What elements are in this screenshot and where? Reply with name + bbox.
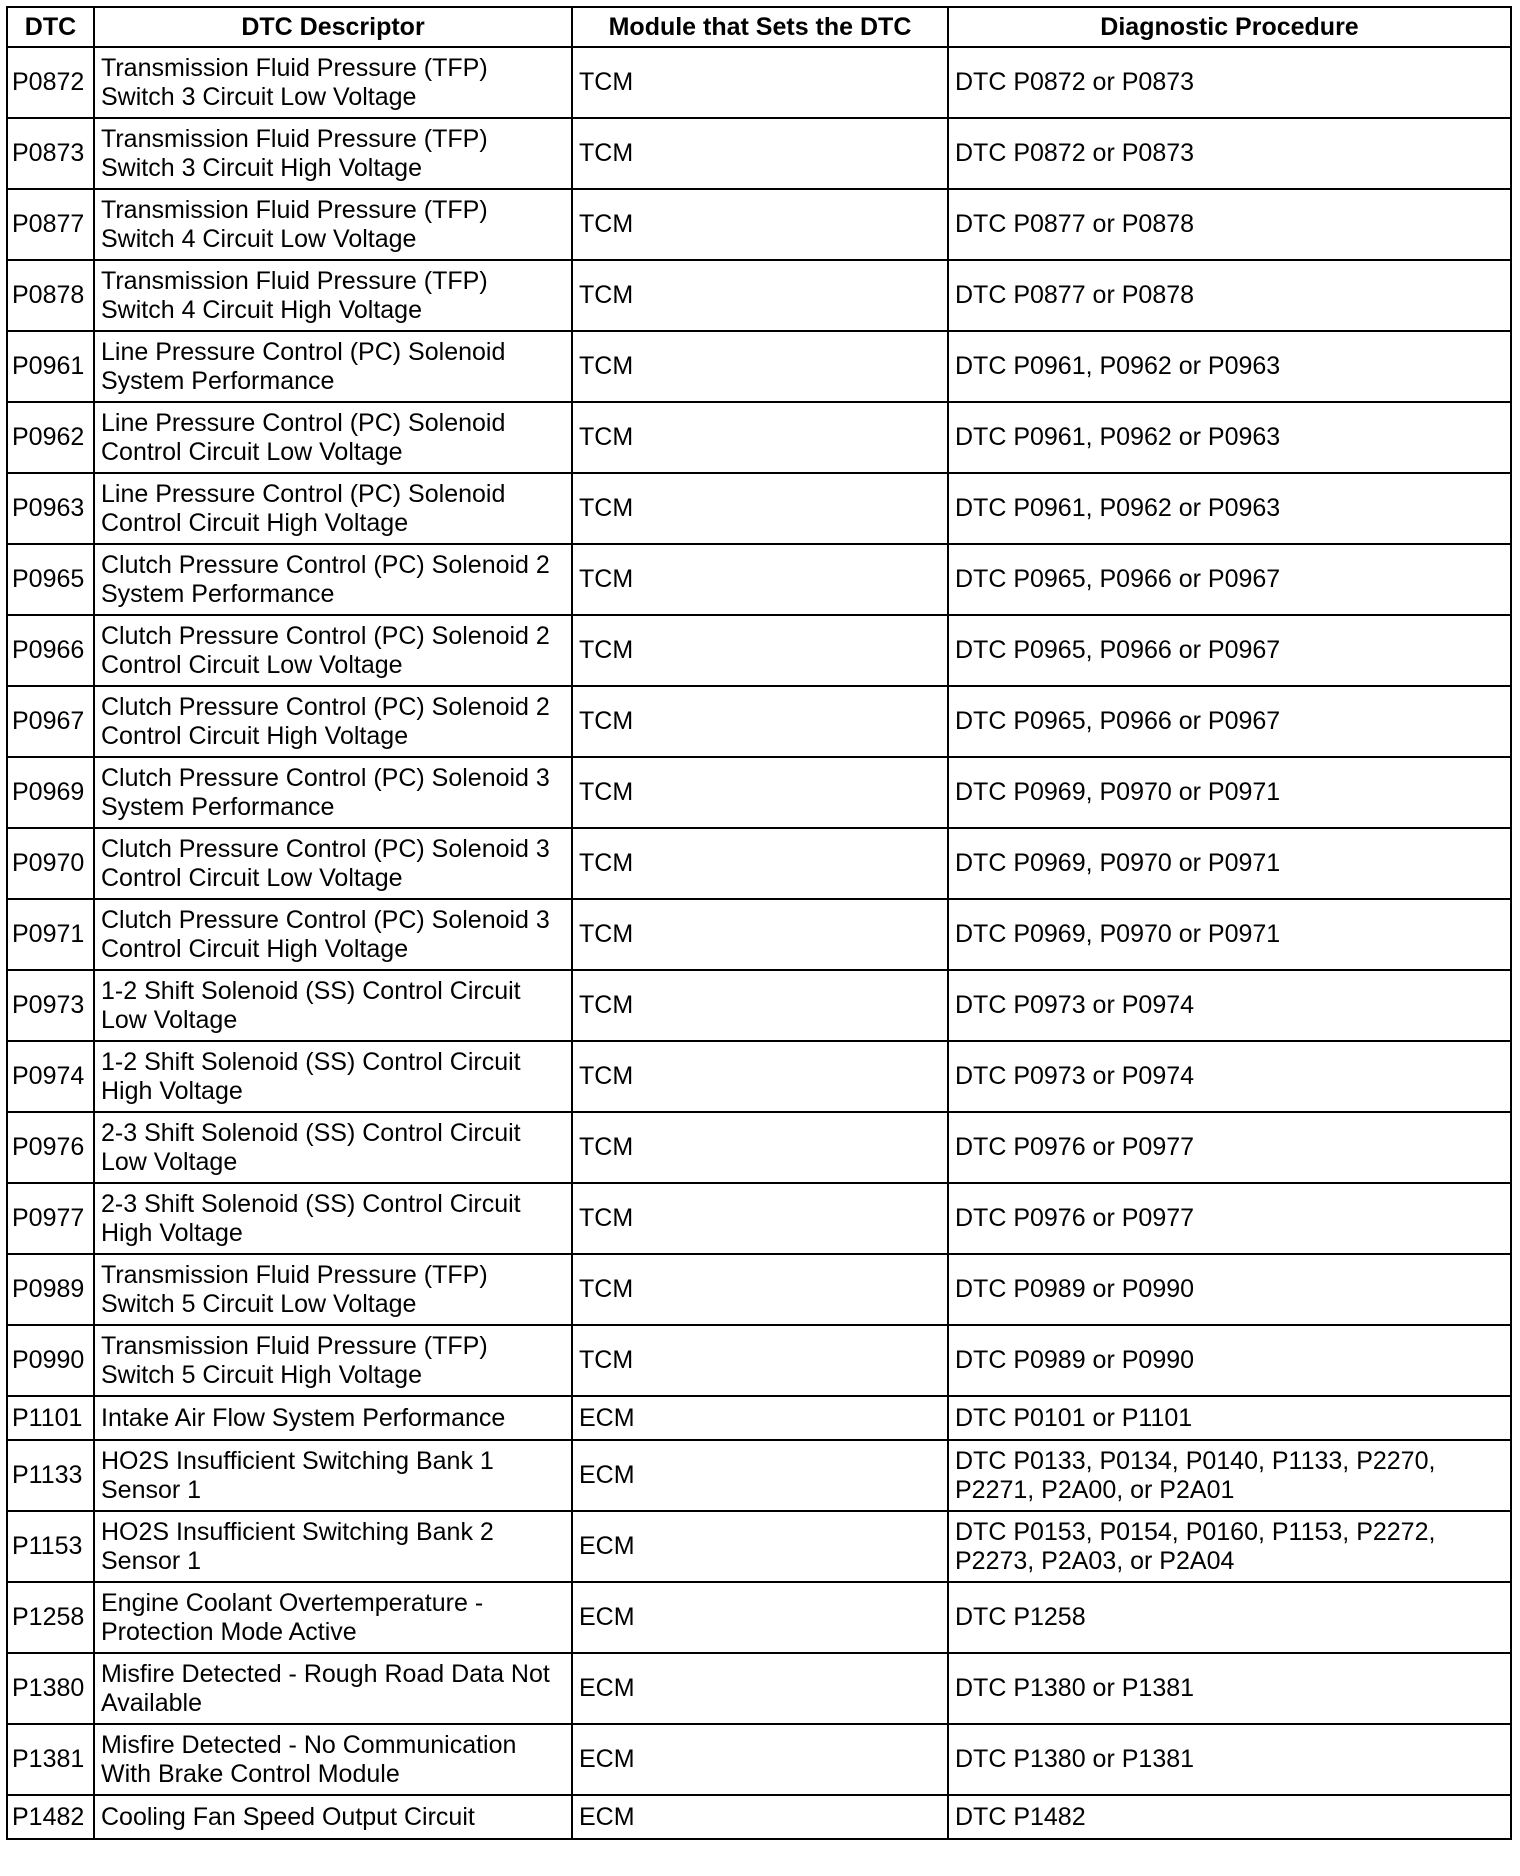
procedure-line: DTC P0101 or P1101 <box>955 1403 1193 1432</box>
dtc-code-cell: P0878 <box>7 260 94 331</box>
header-diagnostic-procedure: Diagnostic Procedure <box>948 7 1511 47</box>
descriptor-line: System Performance <box>101 366 335 395</box>
procedure-line: DTC P0965, P0966 or P0967 <box>955 707 1281 735</box>
diagnostic-procedure-cell <box>948 1582 1511 1653</box>
module-cell: TCM <box>572 1325 948 1396</box>
table-row <box>7 757 1511 828</box>
descriptor-line: Transmission Fluid Pressure (TFP) <box>101 53 488 82</box>
dtc-code-cell: P0970 <box>7 828 94 899</box>
dtc-code-cell: P0966 <box>7 615 94 686</box>
module-cell: TCM <box>572 899 948 970</box>
dtc-code-cell: P1380 <box>7 1653 94 1724</box>
table-row <box>7 828 1511 899</box>
table-row <box>7 899 1511 970</box>
descriptor-line: High Voltage <box>101 1218 243 1247</box>
table-row <box>7 686 1511 757</box>
dtc-code-cell: P1153 <box>7 1511 94 1582</box>
diagnostic-procedure-cell <box>948 47 1511 118</box>
dtc-code-cell: P0967 <box>7 686 94 757</box>
procedure-line: DTC P1258 <box>955 1603 1086 1631</box>
module-cell: TCM <box>572 1112 948 1183</box>
procedure-line: DTC P0965, P0966 or P0967 <box>955 565 1281 593</box>
table-row <box>7 331 1511 402</box>
descriptor-line: Switch 5 Circuit High Voltage <box>101 1360 422 1389</box>
descriptor-line: Sensor 1 <box>101 1475 202 1504</box>
table-row <box>7 260 1511 331</box>
dtc-descriptor-cell <box>94 899 572 970</box>
descriptor-line: Sensor 1 <box>101 1546 202 1575</box>
dtc-code-cell: P0963 <box>7 473 94 544</box>
descriptor-line: Cooling Fan Speed Output Circuit <box>101 1802 475 1831</box>
table-row <box>7 47 1511 118</box>
diagnostic-procedure-cell <box>948 118 1511 189</box>
diagnostic-procedure-cell <box>948 473 1511 544</box>
module-cell: TCM <box>572 1183 948 1254</box>
descriptor-line: HO2S Insufficient Switching Bank 1 <box>101 1446 494 1475</box>
procedure-line: DTC P1380 or P1381 <box>955 1745 1195 1773</box>
descriptor-line: Transmission Fluid Pressure (TFP) <box>101 1260 488 1289</box>
table-body <box>7 47 1511 1839</box>
procedure-line: DTC P0877 or P0878 <box>955 210 1195 238</box>
diagnostic-procedure-cell <box>948 1724 1511 1795</box>
diagnostic-procedure-cell <box>948 1041 1511 1112</box>
header-dtc-descriptor: DTC Descriptor <box>94 7 572 47</box>
dtc-code-cell: P0969 <box>7 757 94 828</box>
dtc-descriptor-cell <box>94 402 572 473</box>
table-row <box>7 1183 1511 1254</box>
descriptor-line: Misfire Detected - Rough Road Data Not <box>101 1659 550 1688</box>
descriptor-line: Clutch Pressure Control (PC) Solenoid 2 <box>101 692 550 721</box>
table-row <box>7 970 1511 1041</box>
table-row <box>7 1440 1511 1511</box>
dtc-descriptor-cell <box>94 260 572 331</box>
table-row <box>7 1724 1511 1795</box>
dtc-code-cell: P1258 <box>7 1582 94 1653</box>
procedure-line: DTC P0872 or P0873 <box>955 68 1195 96</box>
table-row <box>7 402 1511 473</box>
dtc-descriptor-cell <box>94 1511 572 1582</box>
module-cell: TCM <box>572 260 948 331</box>
descriptor-line: High Voltage <box>101 1076 243 1105</box>
dtc-descriptor-cell <box>94 828 572 899</box>
diagnostic-procedure-cell <box>948 1440 1511 1511</box>
procedure-line: DTC P0969, P0970 or P0971 <box>955 849 1281 877</box>
table-row <box>7 1653 1511 1724</box>
module-cell: TCM <box>572 1254 948 1325</box>
table-row <box>7 615 1511 686</box>
procedure-line: DTC P0989 or P0990 <box>955 1346 1195 1374</box>
diagnostic-procedure-cell <box>948 1254 1511 1325</box>
diagnostic-procedure-cell <box>948 1183 1511 1254</box>
table-row <box>7 1041 1511 1112</box>
descriptor-line: Engine Coolant Overtemperature - <box>101 1588 484 1617</box>
dtc-descriptor-cell <box>94 970 572 1041</box>
descriptor-line: Transmission Fluid Pressure (TFP) <box>101 1331 488 1360</box>
diagnostic-procedure-cell <box>948 828 1511 899</box>
dtc-descriptor-cell <box>94 1724 572 1795</box>
descriptor-line: With Brake Control Module <box>101 1759 400 1788</box>
dtc-descriptor-cell <box>94 1183 572 1254</box>
module-cell: TCM <box>572 1041 948 1112</box>
dtc-descriptor-cell <box>94 1396 572 1440</box>
diagnostic-procedure-cell <box>948 1511 1511 1582</box>
dtc-descriptor-cell <box>94 118 572 189</box>
descriptor-line: Line Pressure Control (PC) Solenoid <box>101 479 506 508</box>
descriptor-line: Switch 4 Circuit Low Voltage <box>101 224 417 253</box>
dtc-code-cell: P0977 <box>7 1183 94 1254</box>
procedure-line: DTC P0965, P0966 or P0967 <box>955 636 1281 664</box>
table-row <box>7 1396 1511 1440</box>
table-row <box>7 1254 1511 1325</box>
module-cell: ECM <box>572 1724 948 1795</box>
module-cell: TCM <box>572 615 948 686</box>
diagnostic-procedure-cell <box>948 1325 1511 1396</box>
descriptor-line: Clutch Pressure Control (PC) Solenoid 2 <box>101 550 550 579</box>
table-row <box>7 189 1511 260</box>
procedure-line: DTC P0973 or P0974 <box>955 1062 1195 1090</box>
descriptor-line: Low Voltage <box>101 1147 238 1176</box>
module-cell: TCM <box>572 828 948 899</box>
dtc-descriptor-cell <box>94 686 572 757</box>
descriptor-line: HO2S Insufficient Switching Bank 2 <box>101 1517 494 1546</box>
descriptor-line: Low Voltage <box>101 1005 238 1034</box>
descriptor-line: Control Circuit High Voltage <box>101 721 409 750</box>
dtc-code-cell: P1381 <box>7 1724 94 1795</box>
descriptor-line: Switch 3 Circuit Low Voltage <box>101 82 417 111</box>
procedure-line: DTC P1482 <box>955 1802 1086 1831</box>
table-row <box>7 473 1511 544</box>
descriptor-line: Misfire Detected - No Communication <box>101 1730 517 1759</box>
diagnostic-procedure-cell <box>948 615 1511 686</box>
dtc-descriptor-cell <box>94 1112 572 1183</box>
module-cell: TCM <box>572 757 948 828</box>
dtc-code-cell: P0961 <box>7 331 94 402</box>
descriptor-line: Available <box>101 1688 203 1717</box>
dtc-descriptor-cell <box>94 189 572 260</box>
descriptor-line: Transmission Fluid Pressure (TFP) <box>101 195 488 224</box>
descriptor-line: 1-2 Shift Solenoid (SS) Control Circuit <box>101 976 521 1005</box>
diagnostic-procedure-cell <box>948 1653 1511 1724</box>
table-row <box>7 1112 1511 1183</box>
table-row <box>7 1582 1511 1653</box>
descriptor-line: Control Circuit Low Voltage <box>101 650 403 679</box>
dtc-code-cell: P0976 <box>7 1112 94 1183</box>
diagnostic-procedure-cell <box>948 402 1511 473</box>
dtc-descriptor-cell <box>94 473 572 544</box>
module-cell: ECM <box>572 1582 948 1653</box>
descriptor-line: Line Pressure Control (PC) Solenoid <box>101 408 506 437</box>
dtc-descriptor-cell <box>94 757 572 828</box>
module-cell: TCM <box>572 544 948 615</box>
procedure-line: DTC P0961, P0962 or P0963 <box>955 494 1281 522</box>
descriptor-line: Switch 3 Circuit High Voltage <box>101 153 422 182</box>
descriptor-line: Transmission Fluid Pressure (TFP) <box>101 266 488 295</box>
descriptor-line: Clutch Pressure Control (PC) Solenoid 2 <box>101 621 550 650</box>
table-row <box>7 118 1511 189</box>
descriptor-line: Switch 4 Circuit High Voltage <box>101 295 422 324</box>
dtc-code-cell: P0873 <box>7 118 94 189</box>
descriptor-line: 1-2 Shift Solenoid (SS) Control Circuit <box>101 1047 521 1076</box>
diagnostic-procedure-cell <box>948 331 1511 402</box>
procedure-line: DTC P0976 or P0977 <box>955 1133 1195 1161</box>
module-cell: TCM <box>572 47 948 118</box>
descriptor-line: System Performance <box>101 792 335 821</box>
dtc-code-cell: P0989 <box>7 1254 94 1325</box>
procedure-line: DTC P0133, P0134, P0140, P1133, P2270, <box>955 1446 1436 1475</box>
module-cell: TCM <box>572 118 948 189</box>
dtc-descriptor-cell <box>94 47 572 118</box>
dtc-descriptor-cell <box>94 1653 572 1724</box>
descriptor-line: Control Circuit Low Voltage <box>101 863 403 892</box>
procedure-line: DTC P0973 or P0974 <box>955 991 1195 1019</box>
module-cell: TCM <box>572 402 948 473</box>
dtc-descriptor-cell <box>94 1795 572 1839</box>
dtc-code-cell: P0872 <box>7 47 94 118</box>
diagnostic-procedure-cell <box>948 1795 1511 1839</box>
dtc-code-cell: P1133 <box>7 1440 94 1511</box>
dtc-code-cell: P1101 <box>7 1396 94 1440</box>
table-row <box>7 1795 1511 1839</box>
procedure-line: DTC P0989 or P0990 <box>955 1275 1195 1303</box>
module-cell: TCM <box>572 473 948 544</box>
module-cell: ECM <box>572 1653 948 1724</box>
diagnostic-procedure-cell <box>948 686 1511 757</box>
module-cell: TCM <box>572 189 948 260</box>
diagnostic-procedure-cell <box>948 899 1511 970</box>
descriptor-line: Line Pressure Control (PC) Solenoid <box>101 337 506 366</box>
procedure-line: P2271, P2A00, or P2A01 <box>955 1475 1235 1504</box>
dtc-code-cell: P0973 <box>7 970 94 1041</box>
module-cell: ECM <box>572 1396 948 1440</box>
descriptor-line: Intake Air Flow System Performance <box>101 1403 506 1432</box>
dtc-descriptor-cell <box>94 615 572 686</box>
dtc-table <box>6 6 1512 1840</box>
module-cell: ECM <box>572 1511 948 1582</box>
procedure-line: DTC P0961, P0962 or P0963 <box>955 423 1281 451</box>
table-row <box>7 1511 1511 1582</box>
dtc-code-cell: P0971 <box>7 899 94 970</box>
procedure-line: DTC P0969, P0970 or P0971 <box>955 920 1281 948</box>
header-module: Module that Sets the DTC <box>572 7 948 47</box>
descriptor-line: System Performance <box>101 579 335 608</box>
module-cell: ECM <box>572 1795 948 1839</box>
diagnostic-procedure-cell <box>948 260 1511 331</box>
diagnostic-procedure-cell <box>948 1112 1511 1183</box>
module-cell: TCM <box>572 686 948 757</box>
descriptor-line: Clutch Pressure Control (PC) Solenoid 3 <box>101 763 550 792</box>
dtc-code-cell: P1482 <box>7 1795 94 1839</box>
dtc-code-cell: P0965 <box>7 544 94 615</box>
table-row <box>7 544 1511 615</box>
descriptor-line: Clutch Pressure Control (PC) Solenoid 3 <box>101 905 550 934</box>
table-row <box>7 1325 1511 1396</box>
module-cell: TCM <box>572 331 948 402</box>
dtc-code-cell: P0990 <box>7 1325 94 1396</box>
procedure-line: P2273, P2A03, or P2A04 <box>955 1546 1235 1575</box>
diagnostic-procedure-cell <box>948 970 1511 1041</box>
dtc-descriptor-cell <box>94 1041 572 1112</box>
descriptor-line: Control Circuit High Voltage <box>101 934 409 963</box>
dtc-code-cell: P0974 <box>7 1041 94 1112</box>
dtc-descriptor-cell <box>94 1254 572 1325</box>
descriptor-line: Clutch Pressure Control (PC) Solenoid 3 <box>101 834 550 863</box>
procedure-line: DTC P0877 or P0878 <box>955 281 1195 309</box>
diagnostic-procedure-cell <box>948 1396 1511 1440</box>
procedure-line: DTC P0153, P0154, P0160, P1153, P2272, <box>955 1517 1436 1546</box>
descriptor-line: 2-3 Shift Solenoid (SS) Control Circuit <box>101 1118 521 1147</box>
descriptor-line: Control Circuit Low Voltage <box>101 437 403 466</box>
procedure-line: DTC P0969, P0970 or P0971 <box>955 778 1281 806</box>
header-dtc: DTC <box>7 7 94 47</box>
dtc-code-cell: P0877 <box>7 189 94 260</box>
procedure-line: DTC P1380 or P1381 <box>955 1674 1195 1702</box>
dtc-descriptor-cell <box>94 544 572 615</box>
table-header-row <box>7 7 1511 47</box>
procedure-line: DTC P0961, P0962 or P0963 <box>955 352 1281 380</box>
descriptor-line: Transmission Fluid Pressure (TFP) <box>101 124 488 153</box>
dtc-code-cell: P0962 <box>7 402 94 473</box>
module-cell: ECM <box>572 1440 948 1511</box>
descriptor-line: Control Circuit High Voltage <box>101 508 409 537</box>
descriptor-line: Protection Mode Active <box>101 1617 357 1646</box>
descriptor-line: Switch 5 Circuit Low Voltage <box>101 1289 417 1318</box>
descriptor-line: 2-3 Shift Solenoid (SS) Control Circuit <box>101 1189 521 1218</box>
module-cell: TCM <box>572 970 948 1041</box>
dtc-descriptor-cell <box>94 1582 572 1653</box>
dtc-descriptor-cell <box>94 1440 572 1511</box>
dtc-descriptor-cell <box>94 331 572 402</box>
diagnostic-procedure-cell <box>948 757 1511 828</box>
dtc-descriptor-cell <box>94 1325 572 1396</box>
diagnostic-procedure-cell <box>948 544 1511 615</box>
diagnostic-procedure-cell <box>948 189 1511 260</box>
procedure-line: DTC P0976 or P0977 <box>955 1204 1195 1232</box>
procedure-line: DTC P0872 or P0873 <box>955 139 1195 167</box>
